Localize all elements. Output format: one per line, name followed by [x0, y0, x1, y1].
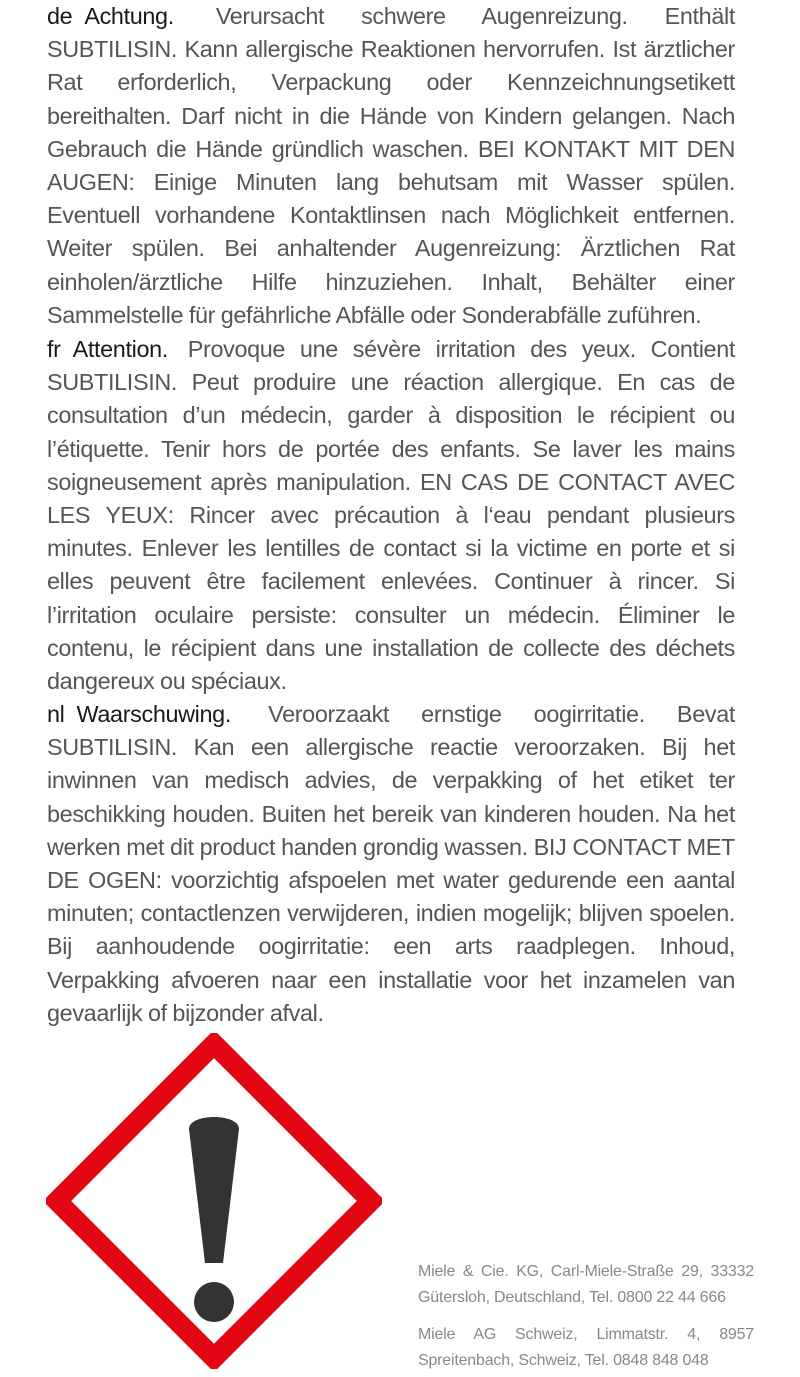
- ghs-exclamation-mark-icon: [46, 1033, 382, 1369]
- warning-text: Provoque une sévère irritation des yeux. Contient SUBTILISIN. Peut produire une réaction allergique. En cas de consultation d’un médecin, garder à disposition le récipient ou l’étiquette. Tenir hors de portée des enfants. Se laver les mains soigneusement après manipulation. EN CAS DE CONTACT AVEC LES YEUX: Rincer avec précaution à l‘eau pendant plusieurs minutes. Enlever les lentilles de contact si la victime en porte et si elles peuvent être facilement enlevées. Continuer à rincer. Si l’irritation oculaire persiste: consulter un médecin. Éliminer le contenu, le récipient dans une installation de collecte des déchets dangereux ou spéciaux.: [47, 336, 736, 695]
- warning-text: Veroorzaakt ernstige oogirritatie. Bevat SUBTILISIN. Kan een allergische reactie veroorzaken. Bij het inwinnen van medisch advies, de verpakking of het etiket ter beschikking houden. Buiten het bereik van kinderen houden. Na het werken met dit product handen grondig wassen. BIJ CONTACT MET DE OGEN: voorzichtig afspoelen met water gedurende een aantal minuten; contactlenzen verwijderen, indien mogelijk; blijven spoelen. Bij aanhoudende oogirritatie: een arts raadplegen. Inhoud, Verpakking afvoeren naar een installatie voor het inzamelen van gevaarlijk of bijzonder afval.: [47, 701, 735, 1026]
- manufacturer-address-ch: Miele AG Schweiz, Limmatstr. 4, 8957 Spreitenbach, Schweiz, Tel. 0848 848 048: [418, 1326, 754, 1369]
- signal-word: Waarschuwing.: [76, 701, 231, 727]
- warning-section-nl: [47, 698, 735, 1030]
- warning-section-de: [47, 0, 735, 332]
- warning-text: Verursacht schwere Augenreizung. Enthält SUBTILISIN. Kann allergische Reaktionen hervorrufen. Ist ärztlicher Rat erforderlich, Verpackung oder Kennzeichnungsetikett bereithalten. Darf nicht in die Hände von Kindern gelangen. Nach Gebrauch die Hände gründlich waschen. BEI KONTAKT MIT DEN AUGEN: Einige Minuten lang behutsam mit Wasser spülen. Eventuell vorhandene Kontaktlinsen nach Möglichkeit entfernen. Weiter spülen. Bei anhaltender Augenreizung: Ärztlichen Rat einholen/ärztliche Hilfe hinzuziehen. Inhalt, Behälter einer Sammelstelle für gefährliche Abfälle oder Sonderabfälle zuführen.: [47, 3, 735, 328]
- signal-word: Attention.: [72, 336, 168, 362]
- manufacturer-address-de: Miele & Cie. KG, Carl-Miele-Straße 29, 33332 Gütersloh, Deutschland, Tel. 0800 22 44 666: [418, 1263, 754, 1306]
- language-code: fr: [47, 336, 61, 362]
- warning-section-fr: [47, 333, 735, 698]
- language-code: nl: [47, 701, 65, 727]
- language-code: de: [47, 3, 73, 29]
- signal-word: Achtung.: [84, 3, 174, 29]
